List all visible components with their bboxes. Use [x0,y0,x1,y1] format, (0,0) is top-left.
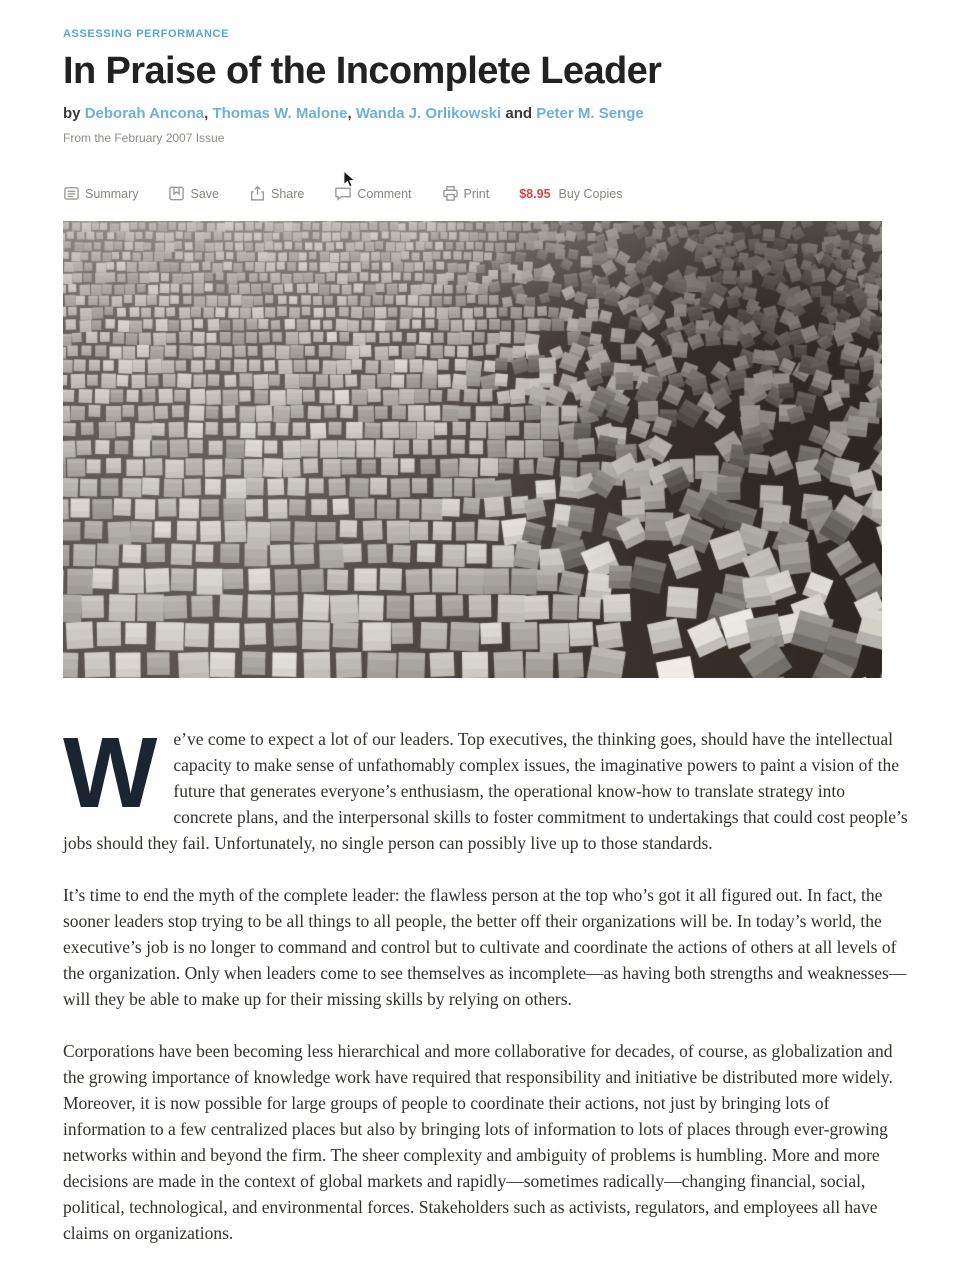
price-badge: $8.95 [519,186,551,201]
summary-icon [63,185,80,202]
dropcap-letter: W [63,716,158,829]
paragraph-1 [63,716,908,856]
issue-date: From the February 2007 Issue [63,130,225,145]
summary-button[interactable] [63,185,138,202]
mosaic-pavement-photo [63,221,882,678]
print-label: Print [463,186,490,201]
hero-image-container [63,221,882,678]
print-button[interactable] [442,185,490,202]
paragraph-1-text: e’ve come to expect a lot of our leaders. Top executives, the thinking goes, should have the intellectual capacity to make sense of unfathomably complex issues, the imaginative powers to paint a vision of the future that generates everyone’s enthusiasm, the operational know-how to translate strategy into concrete plans, and the interpersonal skills to foster commitment to undertakings that could cost people’s jobs should they fail. Unfortunately, no single person can possibly live up to those standards. [63,728,908,853]
buy-copies-label: Buy Copies [558,186,623,201]
paragraph-3: Corporations have been becoming less hierarchical and more collaborative for decades, of course, as globalization and the growing importance of knowledge work have required that responsibility and initiative be distributed more widely. Moreover, it is now possible for large groups of people to coordinate their actions, not just by bringing lots of information to a few centralized places but also by bringing lots of information to lots of places through ever-growing networks within and beyond the firm. The sheer complexity and ambiguity of problems is humbling. More and more decisions are made in the context of global markets and rapidly—sometimes radically—changing financial, social, political, technological, and environmental forces. Stakeholders such as activists, regulators, and employees all have claims on organizations. [63,1040,893,1243]
share-label: Share [270,186,305,201]
mouse-cursor-icon [342,171,357,188]
page-title: In Praise of the Incomplete Leader [63,50,662,92]
toolbar [63,181,905,207]
summary-label: Summary [85,186,139,201]
byline [63,105,905,122]
author-link-4[interactable]: Peter M. Senge [536,104,644,122]
byline-and-label: and [505,104,533,122]
save-label: Save [190,186,219,201]
save-button[interactable] [168,185,219,202]
save-icon [168,185,185,202]
print-icon [442,185,459,202]
byline-by-label: by [63,104,81,122]
article-header [63,24,905,145]
buy-copies-button[interactable] [519,187,622,201]
paragraph-2: It’s time to end the myth of the complete leader: the flawless person at the top who’s got it all figured out. In fact, the sooner leaders stop trying to be all things to all people, the better off their organizations will be. In today’s world, the executive’s job is no longer to command and control but to cultivate and coordinate the actions of others at all levels of the organization. Only when leaders come to see themselves as incomplete—as having both strengths and weaknesses—will they be able to make up for their missing skills by relying on others. [63,884,907,1009]
author-link-1[interactable]: Deborah Ancona [84,104,205,122]
category-link[interactable]: ASSESSING PERFORMANCE [63,28,230,40]
article-body [63,716,908,1246]
byline-separator: , [204,104,209,122]
author-link-2[interactable]: Thomas W. Malone [212,104,348,122]
share-icon [249,185,266,202]
comment-button[interactable] [334,185,411,202]
share-button[interactable] [249,185,304,202]
author-link-3[interactable]: Wanda J. Orlikowski [355,104,502,122]
comment-label: Comment [357,186,412,201]
byline-separator: , [347,104,352,122]
